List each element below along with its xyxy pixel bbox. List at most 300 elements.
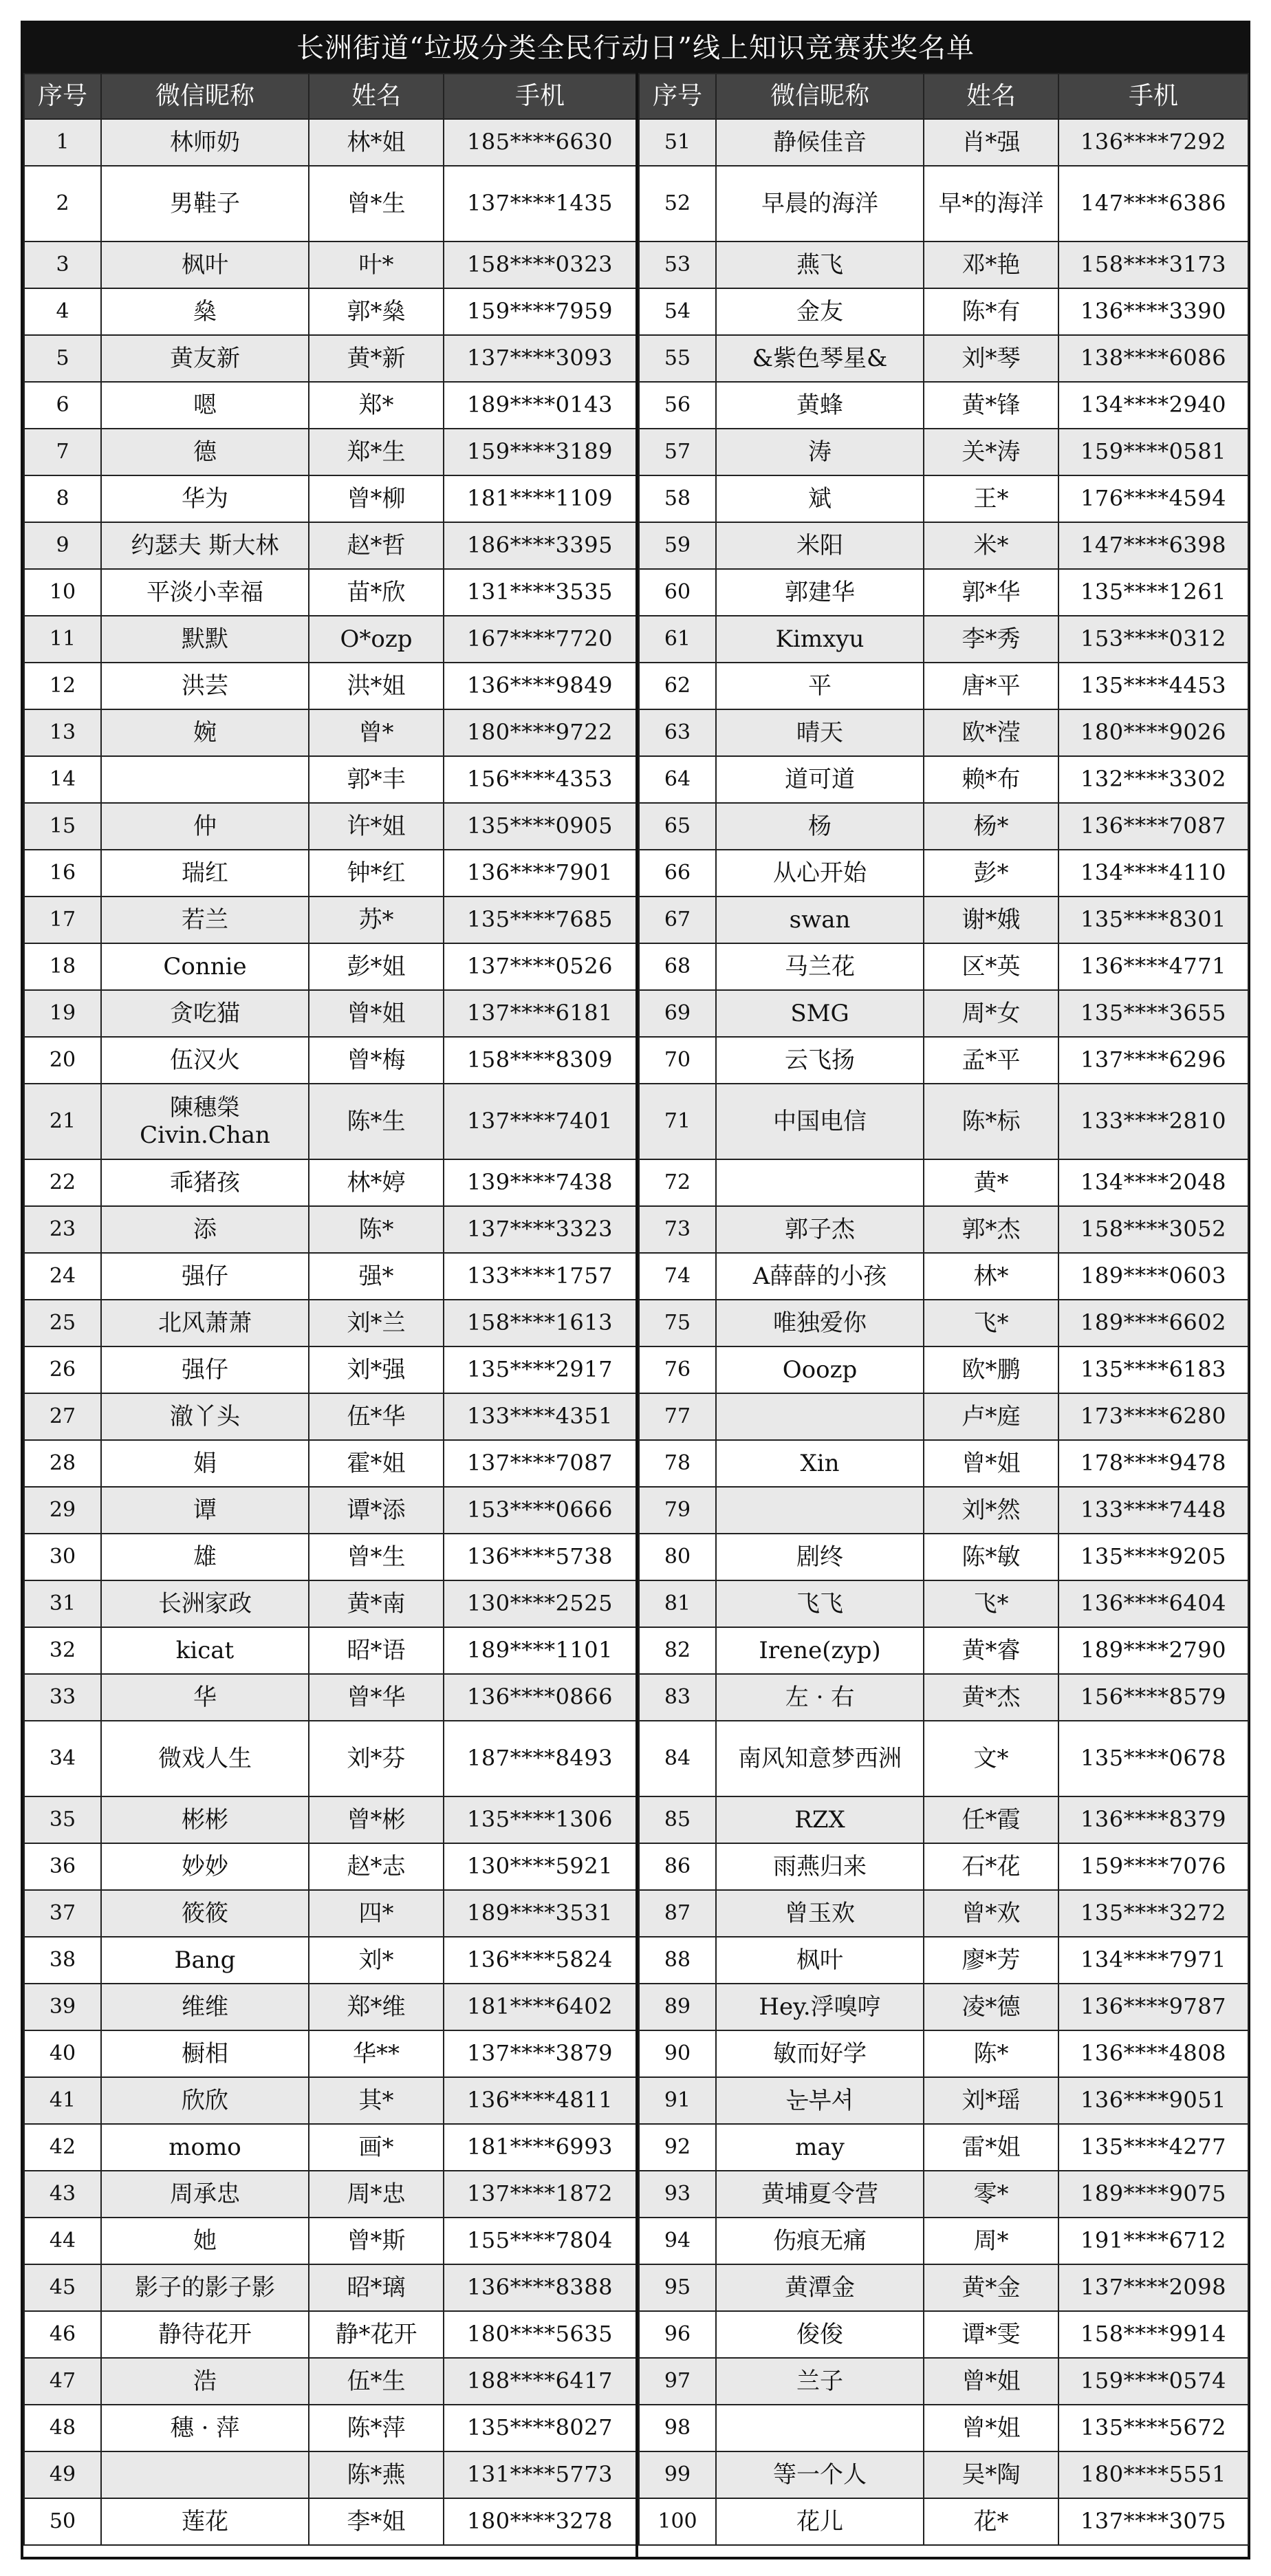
row-name: 曾*华 <box>309 1674 444 1721</box>
row-name: 曾*梅 <box>309 1037 444 1084</box>
row-phone: 131****5773 <box>444 2451 636 2498</box>
row-name: 其* <box>309 2077 444 2124</box>
row-phone: 136****4771 <box>1058 943 1248 990</box>
row-index: 6 <box>24 382 101 429</box>
table-row <box>24 382 636 429</box>
row-phone: 136****8379 <box>1058 1796 1248 1843</box>
row-phone: 158****8309 <box>444 1037 636 1084</box>
row-name: 刘*瑶 <box>924 2077 1058 2124</box>
table-row <box>24 1843 636 1890</box>
row-phone: 136****4808 <box>1058 2030 1248 2077</box>
row-index: 2 <box>24 166 101 242</box>
row-index: 47 <box>24 2358 101 2405</box>
row-phone: 136****7901 <box>444 850 636 897</box>
row-phone: 189****0603 <box>1058 1253 1248 1300</box>
row-phone: 136****6404 <box>1058 1580 1248 1627</box>
row-name: 黄*新 <box>309 335 444 382</box>
row-index: 66 <box>639 850 716 897</box>
left-table-half <box>23 73 636 2546</box>
row-index: 92 <box>639 2124 716 2171</box>
row-name: 陈*生 <box>309 1084 444 1159</box>
row-phone: 136****8388 <box>444 2264 636 2311</box>
row-phone: 158****3052 <box>1058 1206 1248 1253</box>
row-name: 陈* <box>924 2030 1058 2077</box>
row-nickname: 云飞扬 <box>716 1037 924 1084</box>
row-name: 欧*鹏 <box>924 1346 1058 1393</box>
row-phone: 137****6181 <box>444 990 636 1037</box>
row-name: 昭*语 <box>309 1627 444 1674</box>
row-phone: 159****3189 <box>444 429 636 475</box>
table-row <box>639 2311 1248 2358</box>
row-nickname: 燕飞 <box>716 242 924 288</box>
row-index: 65 <box>639 803 716 850</box>
row-name: 廖*芳 <box>924 1937 1058 1984</box>
row-phone: 137****3323 <box>444 1206 636 1253</box>
row-index: 42 <box>24 2124 101 2171</box>
row-phone: 133****7448 <box>1058 1487 1248 1534</box>
row-phone: 173****6280 <box>1058 1393 1248 1440</box>
winners-table-left <box>23 73 637 2546</box>
table-row <box>639 1627 1248 1674</box>
row-nickname: 郭建华 <box>716 569 924 616</box>
row-index: 29 <box>24 1487 101 1534</box>
row-index: 15 <box>24 803 101 850</box>
row-index: 41 <box>24 2077 101 2124</box>
row-nickname: 贪吃猫 <box>101 990 309 1037</box>
row-nickname: 欣欣 <box>101 2077 309 2124</box>
row-phone: 136****9849 <box>444 663 636 709</box>
table-row <box>639 335 1248 382</box>
table-row <box>24 569 636 616</box>
row-name: 欧*滢 <box>924 709 1058 756</box>
row-name: 强* <box>309 1253 444 1300</box>
row-phone: 135****4277 <box>1058 2124 1248 2171</box>
row-name: 肖*强 <box>924 119 1058 166</box>
table-row <box>639 475 1248 522</box>
row-phone: 167****7720 <box>444 616 636 663</box>
row-phone: 135****0905 <box>444 803 636 850</box>
table-row <box>639 897 1248 943</box>
row-index: 64 <box>639 756 716 803</box>
row-nickname: A薛薛的小孩 <box>716 1253 924 1300</box>
row-phone: 158****0323 <box>444 242 636 288</box>
row-nickname: Connie <box>101 943 309 990</box>
row-index: 97 <box>639 2358 716 2405</box>
row-index: 18 <box>24 943 101 990</box>
row-nickname: 唯独爱你 <box>716 1300 924 1346</box>
row-name: 谭*雯 <box>924 2311 1058 2358</box>
row-name: 谢*娥 <box>924 897 1058 943</box>
table-row <box>24 1206 636 1253</box>
table-body-left <box>24 119 636 2545</box>
table-row <box>24 288 636 335</box>
row-phone: 180****5551 <box>1058 2451 1248 2498</box>
row-phone: 187****8493 <box>444 1721 636 1796</box>
row-name: 曾*生 <box>309 166 444 242</box>
table-row <box>24 1393 636 1440</box>
row-nickname: 微戏人生 <box>101 1721 309 1796</box>
row-index: 16 <box>24 850 101 897</box>
row-name: 曾*姐 <box>924 1440 1058 1487</box>
table-row <box>639 2218 1248 2264</box>
table-row <box>24 1721 636 1796</box>
row-nickname: 强仔 <box>101 1253 309 1300</box>
row-name: 杨* <box>924 803 1058 850</box>
row-index: 62 <box>639 663 716 709</box>
row-nickname: 橱相 <box>101 2030 309 2077</box>
row-name: 曾*柳 <box>309 475 444 522</box>
row-index: 87 <box>639 1890 716 1937</box>
row-name: 刘*琴 <box>924 335 1058 382</box>
row-phone: 188****6417 <box>444 2358 636 2405</box>
row-name: 飞* <box>924 1580 1058 1627</box>
table-row <box>639 2124 1248 2171</box>
row-nickname: Xin <box>716 1440 924 1487</box>
row-name: 林*姐 <box>309 119 444 166</box>
row-index: 11 <box>24 616 101 663</box>
table-row <box>639 569 1248 616</box>
row-index: 81 <box>639 1580 716 1627</box>
table-row <box>24 242 636 288</box>
row-phone: 156****8579 <box>1058 1674 1248 1721</box>
row-phone: 130****2525 <box>444 1580 636 1627</box>
table-row <box>24 166 636 242</box>
row-name: 曾*姐 <box>924 2358 1058 2405</box>
table-row <box>639 2358 1248 2405</box>
row-nickname: 南风知意梦西洲 <box>716 1721 924 1796</box>
row-phone: 134****2940 <box>1058 382 1248 429</box>
row-name: 刘*然 <box>924 1487 1058 1534</box>
row-nickname: 婉 <box>101 709 309 756</box>
row-index: 49 <box>24 2451 101 2498</box>
row-phone: 135****5672 <box>1058 2405 1248 2451</box>
row-phone: 158****3173 <box>1058 242 1248 288</box>
row-nickname: 莲花 <box>101 2498 309 2545</box>
table-row <box>24 475 636 522</box>
row-nickname: 涛 <box>716 429 924 475</box>
row-nickname: 枫叶 <box>101 242 309 288</box>
row-nickname: 瑞红 <box>101 850 309 897</box>
row-index: 26 <box>24 1346 101 1393</box>
row-nickname: &紫色琴星& <box>716 335 924 382</box>
row-name: 刘*兰 <box>309 1300 444 1346</box>
row-phone: 189****3531 <box>444 1890 636 1937</box>
row-phone: 131****3535 <box>444 569 636 616</box>
row-index: 88 <box>639 1937 716 1984</box>
row-index: 39 <box>24 1984 101 2030</box>
row-index: 23 <box>24 1206 101 1253</box>
header-name: 姓名 <box>309 74 444 119</box>
row-nickname: 俊俊 <box>716 2311 924 2358</box>
row-phone: 136****3390 <box>1058 288 1248 335</box>
row-name: 郑*维 <box>309 1984 444 2030</box>
winners-table-right <box>638 73 1249 2546</box>
row-index: 20 <box>24 1037 101 1084</box>
table-row <box>639 803 1248 850</box>
row-index: 57 <box>639 429 716 475</box>
row-phone: 158****1613 <box>444 1300 636 1346</box>
row-name: 曾* <box>309 709 444 756</box>
table-row <box>639 2171 1248 2218</box>
row-nickname <box>101 2451 309 2498</box>
row-nickname: 维维 <box>101 1984 309 2030</box>
row-phone: 136****9787 <box>1058 1984 1248 2030</box>
table-row <box>639 990 1248 1037</box>
row-phone: 186****3395 <box>444 522 636 569</box>
row-name: 霍*姐 <box>309 1440 444 1487</box>
table-row <box>639 1206 1248 1253</box>
right-table-half <box>638 73 1248 2546</box>
table-row <box>639 1440 1248 1487</box>
row-phone: 178****9478 <box>1058 1440 1248 1487</box>
row-phone: 135****1261 <box>1058 569 1248 616</box>
row-nickname: 飞飞 <box>716 1580 924 1627</box>
table-row <box>24 709 636 756</box>
row-phone: 135****1306 <box>444 1796 636 1843</box>
row-nickname: 添 <box>101 1206 309 1253</box>
table-row <box>24 119 636 166</box>
row-name: 郭*华 <box>924 569 1058 616</box>
row-index: 1 <box>24 119 101 166</box>
row-name: 陈* <box>309 1206 444 1253</box>
row-name: 伍*华 <box>309 1393 444 1440</box>
row-phone: 181****1109 <box>444 475 636 522</box>
row-nickname: 默默 <box>101 616 309 663</box>
table-row <box>639 1393 1248 1440</box>
row-nickname: 嗯 <box>101 382 309 429</box>
row-name: 昭*璃 <box>309 2264 444 2311</box>
row-index: 17 <box>24 897 101 943</box>
row-nickname: 华 <box>101 1674 309 1721</box>
row-phone: 130****5921 <box>444 1843 636 1890</box>
table-row <box>639 2451 1248 2498</box>
row-phone: 147****6398 <box>1058 522 1248 569</box>
row-phone: 135****8301 <box>1058 897 1248 943</box>
table-row <box>639 2077 1248 2124</box>
row-nickname: 穗 · 萍 <box>101 2405 309 2451</box>
table-row <box>24 2124 636 2171</box>
row-nickname: 妙妙 <box>101 1843 309 1890</box>
row-index: 71 <box>639 1084 716 1159</box>
table-row <box>639 1890 1248 1937</box>
row-nickname: 澈丫头 <box>101 1393 309 1440</box>
row-phone: 189****6602 <box>1058 1300 1248 1346</box>
table-row <box>639 2498 1248 2545</box>
row-phone: 138****6086 <box>1058 335 1248 382</box>
row-nickname: 中国电信 <box>716 1084 924 1159</box>
row-name: 邓*艳 <box>924 242 1058 288</box>
table-row <box>639 1721 1248 1796</box>
table-row <box>639 1937 1248 1984</box>
table-row <box>24 1796 636 1843</box>
row-index: 5 <box>24 335 101 382</box>
row-name: 曾*姐 <box>309 990 444 1037</box>
table-row <box>24 335 636 382</box>
row-index: 90 <box>639 2030 716 2077</box>
row-phone: 135****0678 <box>1058 1721 1248 1796</box>
table-row <box>639 1487 1248 1534</box>
row-index: 31 <box>24 1580 101 1627</box>
table-row <box>639 429 1248 475</box>
row-index: 36 <box>24 1843 101 1890</box>
row-index: 85 <box>639 1796 716 1843</box>
row-name: 苗*欣 <box>309 569 444 616</box>
row-nickname: 伍汉火 <box>101 1037 309 1084</box>
table-row <box>24 943 636 990</box>
row-name: 刘*强 <box>309 1346 444 1393</box>
row-phone: 180****5635 <box>444 2311 636 2358</box>
row-index: 46 <box>24 2311 101 2358</box>
row-index: 34 <box>24 1721 101 1796</box>
row-nickname <box>716 1393 924 1440</box>
row-nickname: kicat <box>101 1627 309 1674</box>
table-row <box>24 663 636 709</box>
row-phone: 181****6993 <box>444 2124 636 2171</box>
row-index: 84 <box>639 1721 716 1796</box>
row-name: 唐*平 <box>924 663 1058 709</box>
row-index: 52 <box>639 166 716 242</box>
row-index: 38 <box>24 1937 101 1984</box>
row-nickname: swan <box>716 897 924 943</box>
table-row <box>24 2171 636 2218</box>
row-name: 郭*杰 <box>924 1206 1058 1253</box>
row-nickname: 曾玉欢 <box>716 1890 924 1937</box>
row-name: 郭*丰 <box>309 756 444 803</box>
row-name: 赵*哲 <box>309 522 444 569</box>
row-phone: 135****3272 <box>1058 1890 1248 1937</box>
row-name: 伍*生 <box>309 2358 444 2405</box>
row-phone: 136****7087 <box>1058 803 1248 850</box>
row-index: 48 <box>24 2405 101 2451</box>
row-name: 刘* <box>309 1937 444 1984</box>
row-index: 74 <box>639 1253 716 1300</box>
table-row <box>24 1440 636 1487</box>
row-index: 3 <box>24 242 101 288</box>
row-nickname: 左 · 右 <box>716 1674 924 1721</box>
table-row <box>24 429 636 475</box>
row-nickname: 剧终 <box>716 1534 924 1580</box>
row-nickname: 乖猪孩 <box>101 1159 309 1206</box>
row-nickname: 敏而好学 <box>716 2030 924 2077</box>
row-name: 黄*南 <box>309 1580 444 1627</box>
row-nickname: Ooozp <box>716 1346 924 1393</box>
row-name: 黄* <box>924 1159 1058 1206</box>
row-index: 10 <box>24 569 101 616</box>
row-nickname <box>716 1159 924 1206</box>
row-index: 54 <box>639 288 716 335</box>
row-nickname: 晴天 <box>716 709 924 756</box>
row-index: 60 <box>639 569 716 616</box>
row-index: 44 <box>24 2218 101 2264</box>
table-row <box>24 1084 636 1159</box>
row-index: 56 <box>639 382 716 429</box>
page-title: 长洲街道“垃圾分类全民行动日”线上知识竞赛获奖名单 <box>23 23 1248 73</box>
table-row <box>24 1937 636 1984</box>
row-phone: 134****2048 <box>1058 1159 1248 1206</box>
row-nickname: 影子的影子影 <box>101 2264 309 2311</box>
row-nickname: 等一个人 <box>716 2451 924 2498</box>
row-phone: 136****0866 <box>444 1674 636 1721</box>
row-phone: 137****2098 <box>1058 2264 1248 2311</box>
row-name: 林* <box>924 1253 1058 1300</box>
row-index: 95 <box>639 2264 716 2311</box>
table-row <box>639 1300 1248 1346</box>
header-nickname: 微信昵称 <box>716 74 924 119</box>
table-row <box>639 850 1248 897</box>
row-index: 12 <box>24 663 101 709</box>
row-phone: 134****7971 <box>1058 1937 1248 1984</box>
row-name: 许*姐 <box>309 803 444 850</box>
table-row <box>24 2264 636 2311</box>
row-name: 飞* <box>924 1300 1058 1346</box>
row-nickname: 她 <box>101 2218 309 2264</box>
row-name: 陈*敏 <box>924 1534 1058 1580</box>
row-nickname: 斌 <box>716 475 924 522</box>
row-name: 关*涛 <box>924 429 1058 475</box>
table-row <box>639 382 1248 429</box>
row-name: 彭* <box>924 850 1058 897</box>
row-name: 林*婷 <box>309 1159 444 1206</box>
row-name: 叶* <box>309 242 444 288</box>
row-index: 4 <box>24 288 101 335</box>
row-name: 黄*金 <box>924 2264 1058 2311</box>
row-nickname: 北风萧萧 <box>101 1300 309 1346</box>
row-index: 78 <box>639 1440 716 1487</box>
row-nickname: 杨 <box>716 803 924 850</box>
row-nickname: 周承忠 <box>101 2171 309 2218</box>
row-index: 33 <box>24 1674 101 1721</box>
row-name: 文* <box>924 1721 1058 1796</box>
row-name: 四* <box>309 1890 444 1937</box>
row-nickname: 男鞋子 <box>101 166 309 242</box>
table-row <box>24 990 636 1037</box>
row-phone: 158****9914 <box>1058 2311 1248 2358</box>
table-row <box>24 897 636 943</box>
row-name: 苏* <box>309 897 444 943</box>
row-nickname: 黄友新 <box>101 335 309 382</box>
row-phone: 132****3302 <box>1058 756 1248 803</box>
row-phone: 137****6296 <box>1058 1037 1248 1084</box>
row-index: 69 <box>639 990 716 1037</box>
row-name: 曾*斯 <box>309 2218 444 2264</box>
table-body-right <box>639 119 1248 2545</box>
row-phone: 137****1435 <box>444 166 636 242</box>
table-row <box>24 1346 636 1393</box>
row-nickname: 兰子 <box>716 2358 924 2405</box>
row-index: 19 <box>24 990 101 1037</box>
row-nickname: Hey.浮嗅哼 <box>716 1984 924 2030</box>
table-row <box>639 166 1248 242</box>
table-row <box>24 1534 636 1580</box>
row-name: 画* <box>309 2124 444 2171</box>
row-phone: 191****6712 <box>1058 2218 1248 2264</box>
row-index: 96 <box>639 2311 716 2358</box>
table-row <box>639 288 1248 335</box>
row-nickname: 伤痕无痛 <box>716 2218 924 2264</box>
row-phone: 135****3655 <box>1058 990 1248 1037</box>
table-row <box>639 709 1248 756</box>
row-index: 24 <box>24 1253 101 1300</box>
row-index: 9 <box>24 522 101 569</box>
row-phone: 137****3879 <box>444 2030 636 2077</box>
table-row <box>639 1253 1248 1300</box>
table-row <box>639 522 1248 569</box>
row-nickname: 黄蜂 <box>716 382 924 429</box>
row-index: 68 <box>639 943 716 990</box>
row-name: 周*女 <box>924 990 1058 1037</box>
row-nickname: 约瑟夫 斯大林 <box>101 522 309 569</box>
row-nickname: 黄潭金 <box>716 2264 924 2311</box>
